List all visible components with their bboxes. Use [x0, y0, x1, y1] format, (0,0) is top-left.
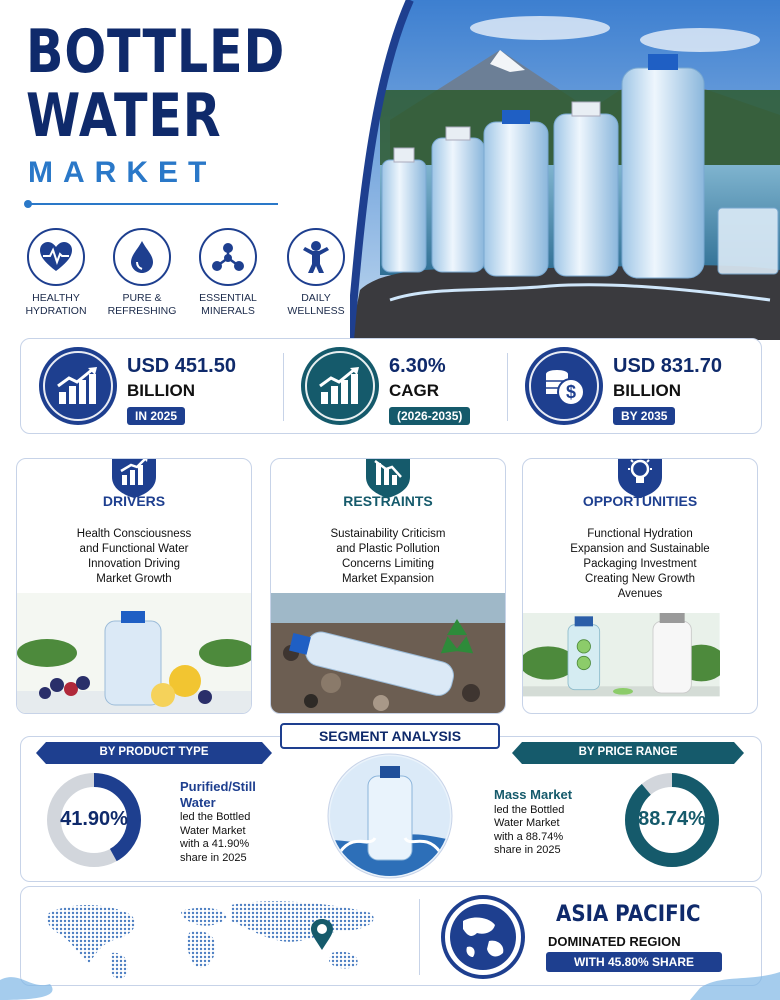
beach-plastic-bottle-photo [271, 593, 506, 713]
stat-unit: CAGR [389, 381, 440, 400]
stat-unit: BILLION [613, 381, 681, 400]
stat-value: USD 831.70 [613, 355, 722, 377]
card-text-line: and Functional Water [79, 543, 189, 555]
card-heading: DRIVERS [102, 493, 166, 509]
segment-right-text [494, 788, 604, 858]
growth-chart-icon [39, 347, 117, 425]
coins-dollar-icon [525, 347, 603, 425]
stat-tag: (2026-2035) [389, 407, 470, 425]
feature-label-2: HYDRATION [25, 305, 87, 317]
fruit-bottle-photo [17, 593, 252, 713]
stat-divider [507, 353, 508, 421]
stat-value: USD 451.50 [127, 355, 236, 377]
cucumber-bottle-photo [523, 613, 720, 713]
segment-desc-line: led the Bottled [494, 803, 565, 816]
segment-left-text [180, 780, 290, 865]
stat-tag: BY 2035 [613, 407, 675, 425]
feature-label-2: WELLNESS [287, 305, 345, 317]
title-divider [28, 203, 278, 205]
feature-label-1: DAILY [301, 292, 331, 304]
region-subtitle: DOMINATED REGION [548, 934, 681, 949]
svg-text:$: $ [565, 382, 577, 402]
segment-desc-line: led the Bottled [180, 811, 251, 823]
card-text [293, 527, 483, 587]
feature-label-1: HEALTHY [32, 292, 80, 304]
card-text-line: Avenues [617, 588, 663, 600]
segment-title: SEGMENT ANALYSIS [280, 723, 500, 749]
water-splash-decoration [0, 960, 780, 1000]
card-text-line: Creating New Growth [585, 573, 695, 585]
card-text-line: Concerns Limiting [341, 558, 435, 570]
segment-desc-line: with a 41.90% [180, 838, 250, 850]
bottle-splash-illustration [300, 752, 480, 880]
card-heading: OPPORTUNITIES [582, 493, 698, 509]
segment-desc-line: Water Market [180, 824, 246, 837]
segment-name: Purified/Still [180, 779, 256, 794]
segment-desc-line: Water Market [494, 817, 560, 829]
card-text-line: Health Consciousness [76, 528, 192, 540]
stat-unit: BILLION [127, 381, 195, 400]
person-icon [287, 228, 345, 286]
card-text-line: Innovation Driving [87, 558, 181, 570]
card-text-line: Expansion and Sustainable [570, 543, 710, 555]
card-text-line: Market Growth [96, 573, 172, 585]
feature-essential-minerals [188, 228, 268, 318]
card-text [39, 527, 229, 587]
segment-tab-label: BY PRODUCT TYPE [99, 746, 209, 758]
title-line-1: BOTTLED [26, 17, 286, 87]
stat-value: 6.30% [389, 355, 446, 377]
donut-percent: 41.90% [60, 808, 128, 830]
title-line-2: WATER [26, 81, 222, 151]
card-heading: RESTRAINTS [343, 493, 433, 509]
feature-label-1: ESSENTIAL [199, 292, 257, 304]
region-share-badge: WITH 45.80% SHARE [546, 952, 722, 972]
segment-desc-line: share in 2025 [494, 844, 561, 856]
card-restraints [270, 458, 506, 714]
stat-divider [283, 353, 284, 421]
segment-desc-line: with a 88.74% [494, 830, 564, 843]
card-text-line: and Plastic Pollution [336, 543, 440, 555]
feature-label-1: PURE & [122, 292, 162, 304]
growth-chart-icon [301, 347, 379, 425]
feature-label-2: MINERALS [201, 305, 255, 317]
card-text-line: Functional Hydration [587, 528, 693, 540]
location-pin-icon [309, 917, 335, 951]
water-drop-icon [113, 228, 171, 286]
segment-name: Water [180, 794, 216, 810]
region-name: ASIA PACIFIC [556, 902, 701, 927]
card-text [545, 527, 735, 602]
feature-daily-wellness [276, 228, 356, 318]
stat-tag: IN 2025 [127, 407, 185, 425]
hero-bottles-illustration [350, 0, 780, 340]
card-text-line: Sustainability Criticism [330, 528, 446, 540]
heartbeat-icon [27, 228, 85, 286]
molecule-icon [199, 228, 257, 286]
card-text-line: Market Expansion [341, 573, 435, 585]
card-text-line: Packaging Investment [583, 558, 697, 570]
market-stats-band [20, 338, 762, 434]
segment-name: Mass Market [494, 787, 573, 802]
segment-desc-line: share in 2025 [180, 851, 247, 864]
feature-healthy-hydration [16, 228, 96, 318]
donut-percent: 88.74% [638, 808, 706, 830]
card-opportunities [522, 458, 758, 714]
feature-label-2: REFRESHING [107, 305, 177, 317]
feature-pure-refreshing [102, 228, 182, 318]
segment-tab-label: BY PRICE RANGE [578, 746, 678, 758]
card-drivers [16, 458, 252, 714]
title-subtitle: MARKET [28, 156, 217, 189]
